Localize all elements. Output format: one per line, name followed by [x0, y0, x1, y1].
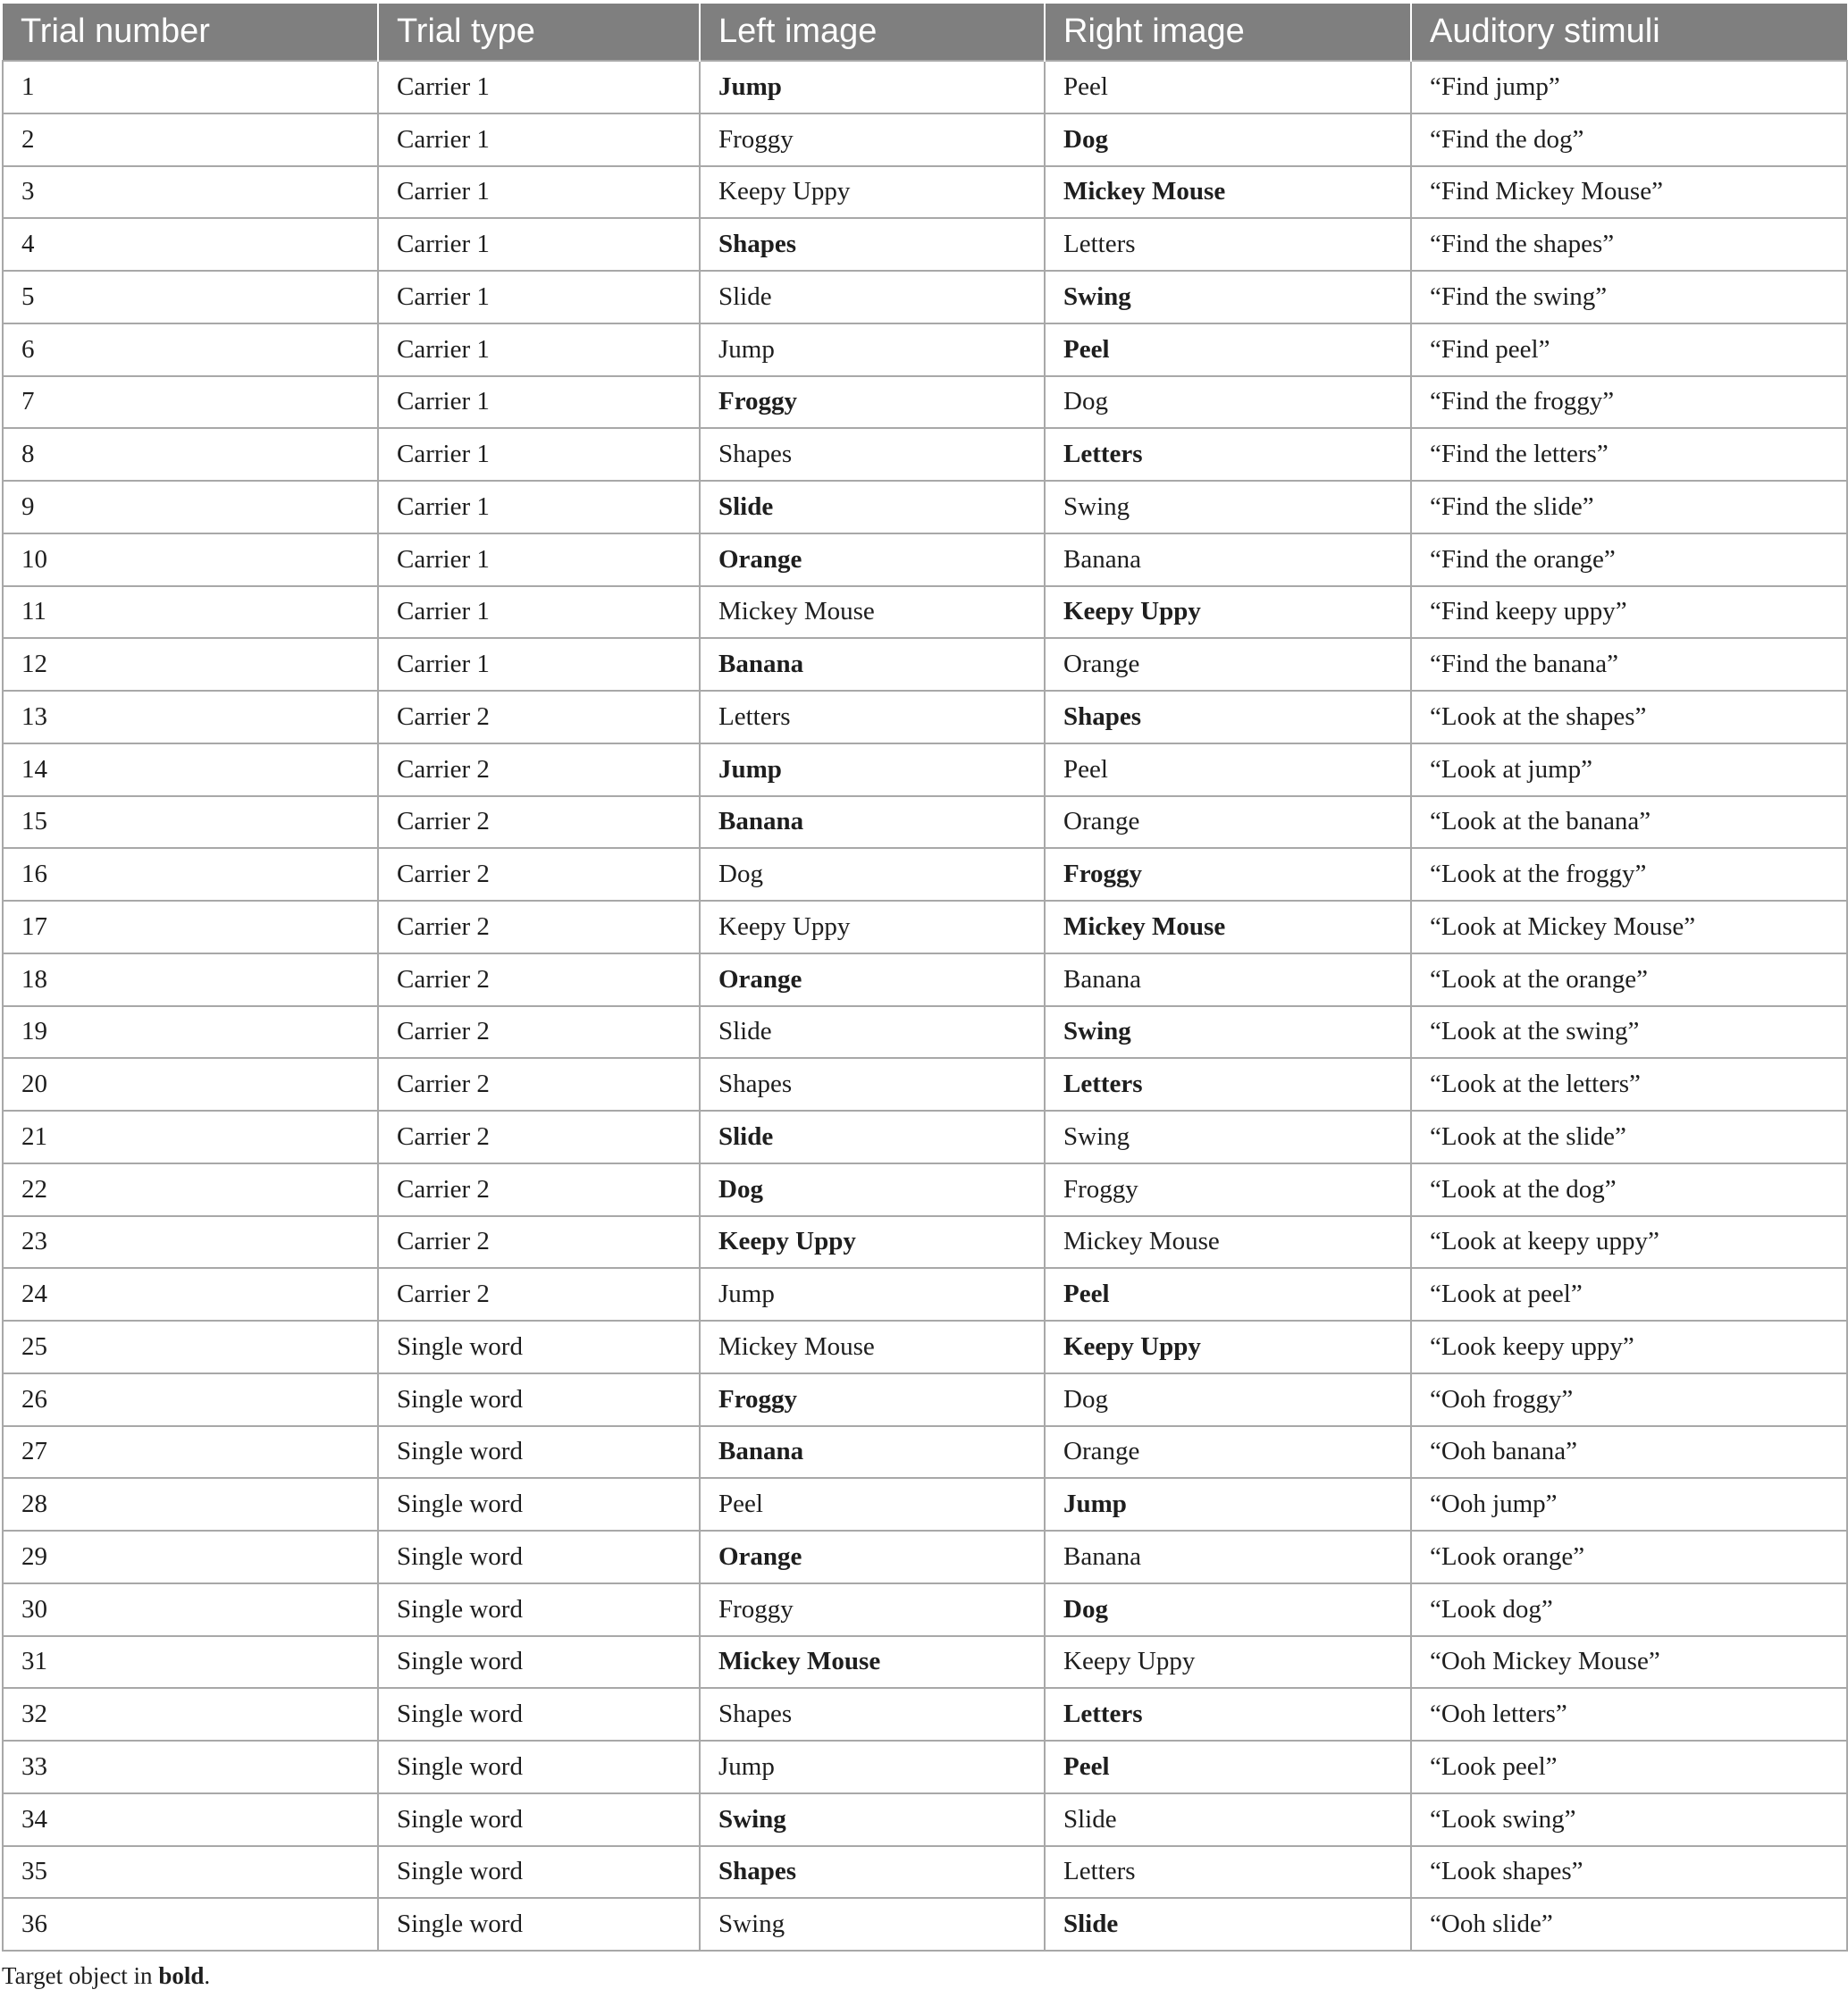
cell-auditory-stimuli: “Find the slide” [1411, 481, 1847, 533]
table-row [3, 586, 1847, 639]
cell-trial-number: 19 [3, 1006, 378, 1059]
cell-auditory-stimuli: “Find the orange” [1411, 533, 1847, 586]
cell-trial-type: Carrier 1 [378, 376, 700, 429]
table-row [3, 1846, 1847, 1899]
table-row [3, 166, 1847, 219]
cell-trial-type: Carrier 1 [378, 323, 700, 376]
cell-auditory-stimuli: “Look orange” [1411, 1531, 1847, 1583]
cell-right-image: Letters [1045, 1058, 1411, 1111]
cell-auditory-stimuli: “Find jump” [1411, 61, 1847, 113]
cell-trial-type: Single word [378, 1321, 700, 1373]
cell-trial-type: Carrier 1 [378, 586, 700, 639]
cell-auditory-stimuli: “Find the dog” [1411, 113, 1847, 166]
table-header-row [3, 4, 1847, 61]
table-row [3, 1321, 1847, 1373]
table-row [3, 796, 1847, 849]
cell-auditory-stimuli: “Look keepy uppy” [1411, 1321, 1847, 1373]
table-body [3, 61, 1847, 1951]
cell-trial-number: 35 [3, 1846, 378, 1899]
cell-trial-number: 23 [3, 1216, 378, 1269]
cell-auditory-stimuli: “Look at jump” [1411, 743, 1847, 796]
table-row [3, 953, 1847, 1006]
cell-left-image: Dog [700, 1163, 1045, 1216]
header-left-image: Left image [700, 4, 1045, 61]
cell-right-image: Keepy Uppy [1045, 586, 1411, 639]
cell-auditory-stimuli: “Look at the orange” [1411, 953, 1847, 1006]
cell-trial-number: 27 [3, 1426, 378, 1479]
cell-left-image: Orange [700, 953, 1045, 1006]
table-row [3, 743, 1847, 796]
cell-right-image: Froggy [1045, 1163, 1411, 1216]
cell-trial-number: 28 [3, 1478, 378, 1531]
cell-auditory-stimuli: “Look at the shapes” [1411, 691, 1847, 743]
header-auditory-stimuli: Auditory stimuli [1411, 4, 1847, 61]
cell-left-image: Jump [700, 1268, 1045, 1321]
cell-trial-type: Carrier 1 [378, 481, 700, 533]
cell-right-image: Dog [1045, 1373, 1411, 1426]
cell-trial-number: 22 [3, 1163, 378, 1216]
cell-right-image: Slide [1045, 1898, 1411, 1951]
cell-trial-type: Single word [378, 1898, 700, 1951]
cell-auditory-stimuli: “Look shapes” [1411, 1846, 1847, 1899]
cell-left-image: Orange [700, 1531, 1045, 1583]
cell-trial-type: Carrier 1 [378, 533, 700, 586]
cell-trial-number: 4 [3, 218, 378, 271]
cell-left-image: Shapes [700, 218, 1045, 271]
cell-left-image: Peel [700, 1478, 1045, 1531]
table-row [3, 481, 1847, 533]
cell-trial-type: Carrier 2 [378, 1268, 700, 1321]
cell-trial-type: Carrier 2 [378, 1058, 700, 1111]
cell-right-image: Peel [1045, 61, 1411, 113]
cell-auditory-stimuli: “Find the swing” [1411, 271, 1847, 323]
cell-trial-number: 9 [3, 481, 378, 533]
cell-trial-type: Carrier 1 [378, 218, 700, 271]
cell-left-image: Orange [700, 533, 1045, 586]
cell-auditory-stimuli: “Ooh froggy” [1411, 1373, 1847, 1426]
cell-trial-number: 34 [3, 1793, 378, 1846]
cell-left-image: Froggy [700, 113, 1045, 166]
cell-auditory-stimuli: “Look at the swing” [1411, 1006, 1847, 1059]
cell-trial-type: Single word [378, 1846, 700, 1899]
cell-auditory-stimuli: “Look at the slide” [1411, 1111, 1847, 1163]
cell-right-image: Banana [1045, 533, 1411, 586]
cell-trial-number: 12 [3, 638, 378, 691]
footnote-emphasis: bold [158, 1962, 205, 1989]
cell-trial-type: Carrier 2 [378, 743, 700, 796]
cell-left-image: Jump [700, 1741, 1045, 1793]
cell-left-image: Letters [700, 691, 1045, 743]
cell-left-image: Shapes [700, 1058, 1045, 1111]
table-row [3, 638, 1847, 691]
cell-trial-number: 16 [3, 848, 378, 901]
cell-auditory-stimuli: “Find the shapes” [1411, 218, 1847, 271]
cell-auditory-stimuli: “Ooh jump” [1411, 1478, 1847, 1531]
table-row [3, 1583, 1847, 1636]
cell-trial-number: 36 [3, 1898, 378, 1951]
cell-trial-number: 7 [3, 376, 378, 429]
cell-trial-type: Carrier 1 [378, 638, 700, 691]
cell-right-image: Jump [1045, 1478, 1411, 1531]
cell-right-image: Orange [1045, 1426, 1411, 1479]
cell-right-image: Dog [1045, 113, 1411, 166]
cell-right-image: Banana [1045, 1531, 1411, 1583]
cell-left-image: Slide [700, 1111, 1045, 1163]
table-row [3, 1741, 1847, 1793]
table-row [3, 428, 1847, 481]
cell-left-image: Banana [700, 796, 1045, 849]
cell-auditory-stimuli: “Look at the letters” [1411, 1058, 1847, 1111]
table-row [3, 901, 1847, 953]
cell-left-image: Froggy [700, 1583, 1045, 1636]
cell-left-image: Shapes [700, 428, 1045, 481]
cell-trial-type: Single word [378, 1688, 700, 1741]
footnote-suffix: . [204, 1962, 211, 1989]
cell-trial-type: Carrier 2 [378, 1163, 700, 1216]
cell-auditory-stimuli: “Ooh Mickey Mouse” [1411, 1636, 1847, 1689]
cell-left-image: Mickey Mouse [700, 1321, 1045, 1373]
cell-left-image: Slide [700, 271, 1045, 323]
cell-right-image: Letters [1045, 218, 1411, 271]
cell-auditory-stimuli: “Find the letters” [1411, 428, 1847, 481]
cell-trial-number: 24 [3, 1268, 378, 1321]
cell-left-image: Swing [700, 1793, 1045, 1846]
cell-trial-type: Carrier 1 [378, 166, 700, 219]
cell-right-image: Peel [1045, 1268, 1411, 1321]
cell-trial-type: Carrier 2 [378, 691, 700, 743]
cell-right-image: Peel [1045, 743, 1411, 796]
cell-right-image: Swing [1045, 271, 1411, 323]
cell-left-image: Keepy Uppy [700, 166, 1045, 219]
cell-right-image: Mickey Mouse [1045, 166, 1411, 219]
cell-trial-number: 15 [3, 796, 378, 849]
cell-trial-type: Carrier 1 [378, 428, 700, 481]
cell-auditory-stimuli: “Look at the froggy” [1411, 848, 1847, 901]
cell-auditory-stimuli: “Look dog” [1411, 1583, 1847, 1636]
cell-right-image: Slide [1045, 1793, 1411, 1846]
table-row [3, 323, 1847, 376]
cell-auditory-stimuli: “Look at the banana” [1411, 796, 1847, 849]
cell-right-image: Swing [1045, 1111, 1411, 1163]
cell-trial-number: 25 [3, 1321, 378, 1373]
cell-trial-number: 14 [3, 743, 378, 796]
table-row [3, 1006, 1847, 1059]
cell-right-image: Mickey Mouse [1045, 901, 1411, 953]
cell-right-image: Swing [1045, 1006, 1411, 1059]
cell-trial-type: Single word [378, 1426, 700, 1479]
cell-trial-number: 20 [3, 1058, 378, 1111]
cell-trial-type: Carrier 2 [378, 901, 700, 953]
table-row [3, 271, 1847, 323]
cell-auditory-stimuli: “Look peel” [1411, 1741, 1847, 1793]
header-trial-number: Trial number [3, 4, 378, 61]
cell-trial-number: 3 [3, 166, 378, 219]
cell-trial-number: 1 [3, 61, 378, 113]
cell-trial-type: Carrier 2 [378, 953, 700, 1006]
cell-auditory-stimuli: “Find keepy uppy” [1411, 586, 1847, 639]
table-row [3, 1216, 1847, 1269]
table-row [3, 1636, 1847, 1689]
cell-trial-number: 26 [3, 1373, 378, 1426]
cell-left-image: Mickey Mouse [700, 586, 1045, 639]
cell-right-image: Swing [1045, 481, 1411, 533]
cell-left-image: Slide [700, 481, 1045, 533]
cell-trial-type: Carrier 2 [378, 848, 700, 901]
table-row [3, 533, 1847, 586]
cell-right-image: Shapes [1045, 691, 1411, 743]
cell-left-image: Froggy [700, 376, 1045, 429]
cell-auditory-stimuli: “Look swing” [1411, 1793, 1847, 1846]
footnote-prefix: Target object in [2, 1962, 159, 1989]
cell-left-image: Slide [700, 1006, 1045, 1059]
cell-trial-number: 2 [3, 113, 378, 166]
table-row [3, 1688, 1847, 1741]
cell-trial-number: 6 [3, 323, 378, 376]
cell-auditory-stimuli: “Find the froggy” [1411, 376, 1847, 429]
cell-trial-number: 17 [3, 901, 378, 953]
cell-trial-number: 11 [3, 586, 378, 639]
cell-left-image: Keepy Uppy [700, 901, 1045, 953]
cell-right-image: Banana [1045, 953, 1411, 1006]
cell-trial-number: 8 [3, 428, 378, 481]
header-trial-type: Trial type [378, 4, 700, 61]
table-row [3, 1898, 1847, 1951]
table-footnote [2, 1962, 210, 1990]
cell-right-image: Peel [1045, 1741, 1411, 1793]
cell-trial-number: 5 [3, 271, 378, 323]
cell-trial-number: 10 [3, 533, 378, 586]
cell-trial-type: Carrier 2 [378, 1216, 700, 1269]
cell-trial-type: Carrier 2 [378, 1111, 700, 1163]
cell-auditory-stimuli: “Look at keepy uppy” [1411, 1216, 1847, 1269]
table-row [3, 1531, 1847, 1583]
header-right-image: Right image [1045, 4, 1411, 61]
cell-right-image: Letters [1045, 428, 1411, 481]
cell-left-image: Shapes [700, 1846, 1045, 1899]
cell-right-image: Keepy Uppy [1045, 1636, 1411, 1689]
cell-auditory-stimuli: “Find the banana” [1411, 638, 1847, 691]
cell-left-image: Shapes [700, 1688, 1045, 1741]
cell-right-image: Dog [1045, 376, 1411, 429]
cell-right-image: Letters [1045, 1688, 1411, 1741]
table-row [3, 113, 1847, 166]
cell-left-image: Mickey Mouse [700, 1636, 1045, 1689]
table-row [3, 61, 1847, 113]
cell-left-image: Banana [700, 638, 1045, 691]
cell-left-image: Dog [700, 848, 1045, 901]
cell-auditory-stimuli: “Look at the dog” [1411, 1163, 1847, 1216]
cell-right-image: Orange [1045, 638, 1411, 691]
table-row [3, 1793, 1847, 1846]
table-row [3, 218, 1847, 271]
table-row [3, 1058, 1847, 1111]
table-row [3, 1373, 1847, 1426]
cell-trial-number: 31 [3, 1636, 378, 1689]
cell-trial-number: 30 [3, 1583, 378, 1636]
cell-right-image: Froggy [1045, 848, 1411, 901]
cell-left-image: Froggy [700, 1373, 1045, 1426]
cell-right-image: Mickey Mouse [1045, 1216, 1411, 1269]
cell-left-image: Keepy Uppy [700, 1216, 1045, 1269]
cell-trial-type: Carrier 2 [378, 1006, 700, 1059]
cell-right-image: Dog [1045, 1583, 1411, 1636]
cell-auditory-stimuli: “Look at Mickey Mouse” [1411, 901, 1847, 953]
cell-right-image: Keepy Uppy [1045, 1321, 1411, 1373]
cell-trial-number: 32 [3, 1688, 378, 1741]
cell-trial-type: Single word [378, 1478, 700, 1531]
cell-auditory-stimuli: “Find peel” [1411, 323, 1847, 376]
cell-trial-number: 18 [3, 953, 378, 1006]
cell-trial-type: Single word [378, 1793, 700, 1846]
cell-auditory-stimuli: “Find Mickey Mouse” [1411, 166, 1847, 219]
cell-auditory-stimuli: “Ooh letters” [1411, 1688, 1847, 1741]
cell-trial-number: 29 [3, 1531, 378, 1583]
cell-left-image: Jump [700, 61, 1045, 113]
cell-trial-number: 21 [3, 1111, 378, 1163]
cell-trial-type: Carrier 1 [378, 271, 700, 323]
table-row [3, 1163, 1847, 1216]
table-row [3, 1268, 1847, 1321]
cell-auditory-stimuli: “Ooh banana” [1411, 1426, 1847, 1479]
cell-auditory-stimuli: “Ooh slide” [1411, 1898, 1847, 1951]
cell-trial-type: Single word [378, 1583, 700, 1636]
cell-trial-type: Carrier 1 [378, 61, 700, 113]
cell-trial-type: Carrier 2 [378, 796, 700, 849]
cell-trial-type: Single word [378, 1373, 700, 1426]
table-row [3, 848, 1847, 901]
table-row [3, 376, 1847, 429]
cell-trial-number: 13 [3, 691, 378, 743]
cell-left-image: Jump [700, 323, 1045, 376]
cell-left-image: Jump [700, 743, 1045, 796]
cell-trial-type: Single word [378, 1741, 700, 1793]
cell-trial-type: Carrier 1 [378, 113, 700, 166]
cell-trial-type: Single word [378, 1636, 700, 1689]
cell-trial-type: Single word [378, 1531, 700, 1583]
table-row [3, 691, 1847, 743]
trials-table [2, 4, 1848, 1952]
cell-auditory-stimuli: “Look at peel” [1411, 1268, 1847, 1321]
cell-left-image: Banana [700, 1426, 1045, 1479]
cell-right-image: Peel [1045, 323, 1411, 376]
table-row [3, 1426, 1847, 1479]
cell-left-image: Swing [700, 1898, 1045, 1951]
table-row [3, 1478, 1847, 1531]
cell-trial-number: 33 [3, 1741, 378, 1793]
cell-right-image: Orange [1045, 796, 1411, 849]
table-row [3, 1111, 1847, 1163]
cell-right-image: Letters [1045, 1846, 1411, 1899]
